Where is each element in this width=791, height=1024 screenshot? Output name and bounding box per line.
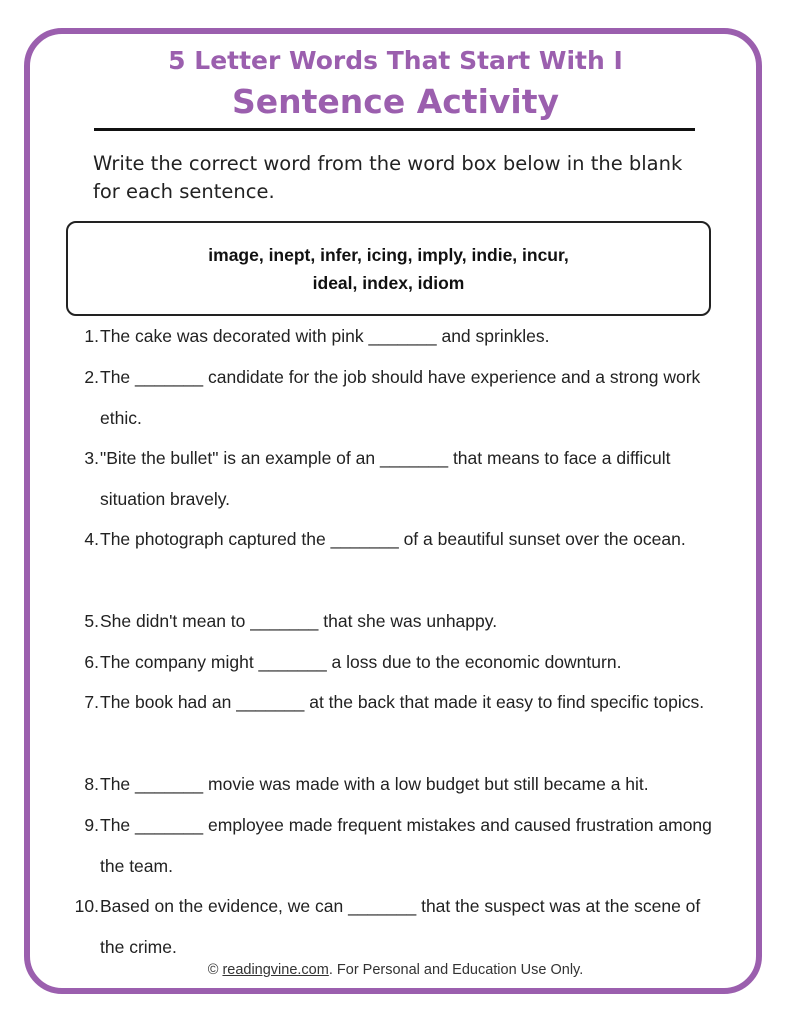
item-number: 5. — [84, 611, 99, 631]
worksheet-title: 5 Letter Words That Start With I — [168, 46, 623, 75]
item-sentence: She didn't mean to _______ that she was unhappy. — [100, 611, 498, 631]
item-sentence: The _______ candidate for the job should have experience and a strong work ethic. — [100, 367, 701, 428]
worksheet-subtitle: Sentence Activity — [231, 82, 560, 121]
item-sentence: The _______ employee made frequent mistakes and caused frustration among the team. — [100, 815, 712, 876]
item-number: 6. — [84, 652, 99, 672]
item-sentence: The cake was decorated with pink _______ and sprinkles. — [100, 326, 550, 346]
copyright-symbol: © — [207, 962, 219, 978]
item-sentence: Based on the evidence, we can _______ that the suspect was at the scene of the crime. — [100, 896, 701, 957]
item-number: 7. — [84, 692, 99, 712]
item-sentence: "Bite the bullet" is an example of an _______ that means to face a difficult situation bravely. — [100, 448, 671, 509]
footer — [0, 962, 791, 978]
word-box-line-2: ideal, index, idiom — [312, 272, 465, 293]
item-number: 9. — [84, 815, 99, 835]
item-number: 2. — [84, 367, 99, 387]
item-number: 3. — [84, 448, 99, 468]
item-sentence: The company might _______ a loss due to the economic downturn. — [100, 652, 622, 672]
item-number: 8. — [84, 774, 99, 794]
instructions: Write the correct word from the word box below in the blank for each sentence. — [93, 152, 683, 203]
item-sentence: The _______ movie was made with a low budget but still became a hit. — [100, 774, 649, 794]
footer-link[interactable]: readingvine.com — [222, 962, 329, 978]
item-number: 10. — [74, 896, 99, 916]
item-number: 1. — [84, 326, 99, 346]
title-divider — [94, 128, 695, 131]
item-sentence: The book had an _______ at the back that made it easy to find specific topics. — [100, 692, 705, 712]
word-box — [66, 221, 711, 316]
word-box-line-1: image, inept, infer, icing, imply, indie, incur, — [208, 244, 569, 265]
footer-notice: . For Personal and Education Use Only. — [328, 962, 584, 978]
word-box-text — [169, 241, 609, 297]
item-number: 4. — [84, 529, 99, 549]
item-sentence: The photograph captured the _______ of a beautiful sunset over the ocean. — [100, 529, 686, 549]
